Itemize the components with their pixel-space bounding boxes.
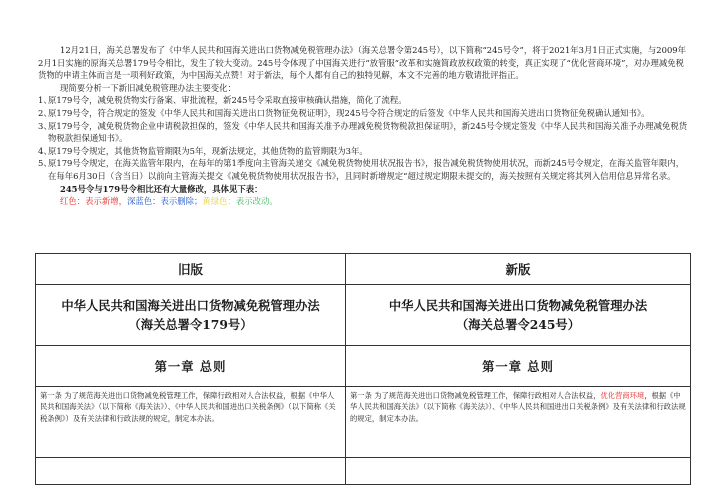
list-item [38, 157, 688, 182]
old-version-header: 旧版 [36, 254, 346, 285]
new-law-title: 中华人民共和国海关进出口货物减免税管理办法 [388, 298, 648, 313]
list-item-number: 1、 [38, 95, 52, 106]
color-legend [38, 195, 688, 208]
old-chapter-title [36, 346, 346, 387]
list-item-number: 5、 [38, 158, 52, 169]
changes-list [38, 94, 688, 182]
new-chapter-title [346, 346, 691, 387]
list-item [38, 120, 688, 145]
intro-section [38, 44, 688, 208]
new-chapter-text: 第一章 总则 [482, 359, 554, 374]
table-intro-line: 245号令与179号令相比还有大量修改，具体见下表： [60, 183, 263, 194]
list-item [38, 94, 688, 107]
old-chapter-text: 第一章 总则 [154, 359, 227, 374]
list-item-number: 4、 [38, 145, 52, 156]
new-article-added-text: 优化营商环境 [600, 391, 645, 400]
new-version-header: 新版 [346, 254, 691, 285]
old-law-cell [36, 285, 346, 346]
list-item-number: 2、 [38, 107, 52, 118]
old-empty-cell [36, 458, 346, 485]
new-article-text-a: 第一条 为了规范海关进出口货物减免税管理工作，保障行政相对人合法权益， [350, 391, 601, 400]
new-article-1 [346, 387, 691, 458]
old-law-title: 中华人民共和国海关进出口货物减免税管理办法 [61, 298, 320, 313]
intro-paragraph: 12月21日，海关总署发布了《中华人民共和国海关进出口货物减免税管理办法》（海关总署令第245号），以下简称“245号令”，将于2021年3月1日正式实施，与2009年2月1日实施的原海关总署179号令相比，发生了较大变动。245号令体现了中国海关进行“放管服”改革和实施简政放权政策的转变，真正实现了“优化营商环境”，对办理减免税货物的申请主体而言是一项利好政策，为中国海关点赞！对于新法，每个人都有自己的独特见解，本文不完善的地方敬请批评指正。 [38, 45, 686, 81]
new-empty-cell [346, 458, 691, 485]
new-law-order: （海关总署令245号） [455, 317, 581, 332]
list-item-text: 原179号令规定，其他货物监管期限为5年，现新法规定，其他货物的监管期限为3年。 [48, 145, 368, 156]
list-item [38, 145, 688, 158]
legend-green: 表示改动。 [235, 196, 278, 207]
table-row [36, 346, 691, 387]
comparison-table [35, 253, 691, 485]
summary-lead: 现简要分析一下新旧减免税管理办法主要变化： [60, 82, 236, 93]
legend-blue: 深蓝色：表示删除； [127, 196, 203, 207]
list-item-text: 原179号令，符合规定的签发《中华人民共和国海关进出口货物征免税证明》，现245号令符合规定的后签发《中华人民共和国海关进出口货物征免税确认通知书》。 [48, 107, 650, 118]
old-article-1: 第一条 为了规范海关进出口货物减免税管理工作，保障行政相对人合法权益，根据《中华人民共和国海关法》（以下简称《海关法》）、《中华人民共和国进出口关税条例》（以下简称《关税条例》）及有关法律和行政法规的规定，制定本办法。 [36, 387, 346, 458]
new-law-cell [346, 285, 691, 346]
table-row [36, 254, 691, 285]
list-item-number: 3、 [38, 120, 52, 131]
list-item-text: 原179号令，减免税货物企业申请税款担保的，签发《中华人民共和国海关准予办理减免税货物税款担保证明》，新245号令规定签发《中华人民共和国海关准予办理减免税货物税款担保通知书》。 [48, 120, 688, 144]
list-item-text: 原179号令，减免税货物实行备案、审批流程，新245号令采取直接审核确认措施，简化了流程。 [48, 95, 407, 106]
table-row [36, 387, 691, 458]
table-row [36, 458, 691, 485]
list-item [38, 107, 688, 120]
list-item-text: 原179号令规定，在海关监管年限内，在每年的第1季度向主管海关递交《减免税货物使用状况报告书》，报告减免税货物使用状况，而新245号令规定，在海关监管年限内，在每年6月30日（含当日）以前向主管海关提交《减免税货物使用状况报告书》，且同时新增规定“超过规定期限未提交的，海关按照有关规定将其列入信用信息异常名录。 [48, 158, 685, 181]
new-article-text-b: ，根据《中华人民共和国海关法》（以下简称《海关法》）、《中华人民共和国进出口关税条例》及有关法律和行政法规的规定，制定本办法。 [350, 391, 686, 423]
old-law-order: （海关总署令179号） [128, 317, 253, 332]
table-row [36, 285, 691, 346]
legend-red: 红色：表示新增， [60, 196, 127, 207]
legend-yellow: 黄绿色： [202, 196, 236, 207]
